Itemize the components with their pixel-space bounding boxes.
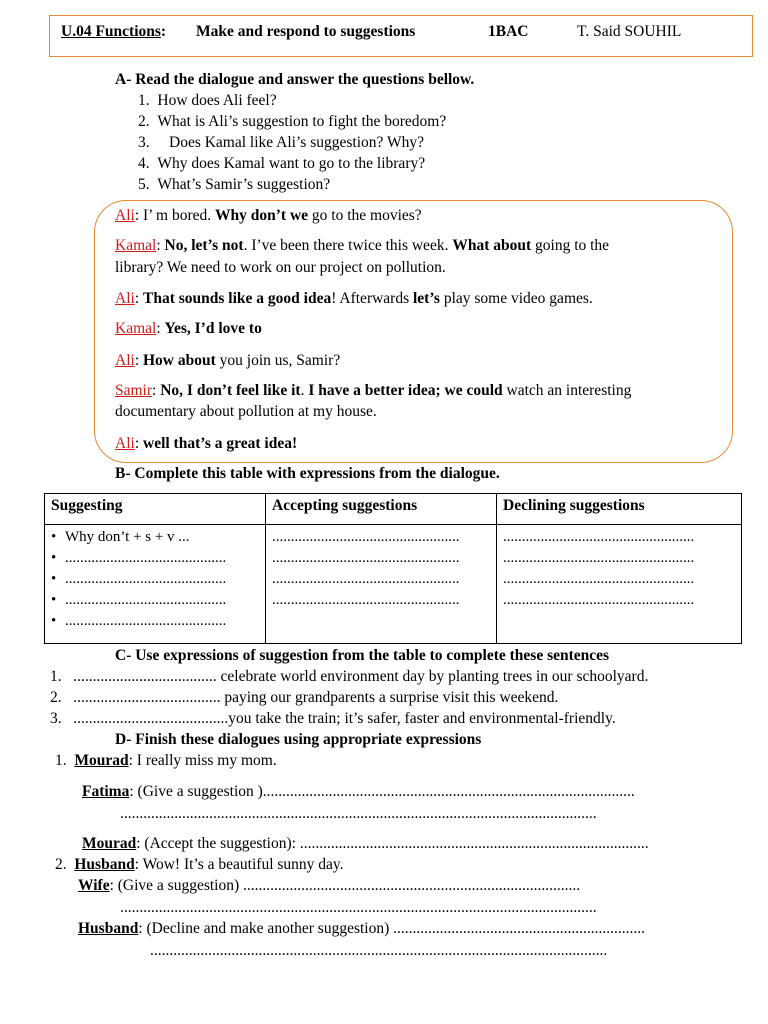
sentence-2[interactable]: 2. ...................................... paying our grandparents a surprise visit this weekend. bbox=[50, 689, 559, 706]
dialogue-line-4: Kamal: Yes, I’d love to bbox=[115, 320, 262, 337]
suggesting-line: • Why don’t + s + v ... bbox=[51, 527, 259, 548]
header-teacher: T. Said SOUHIL bbox=[577, 23, 682, 40]
suggesting-blank[interactable]: • ........................................... bbox=[51, 611, 259, 632]
declining-cell[interactable] bbox=[497, 525, 742, 644]
sentence-1[interactable]: 1. ..................................... celebrate world environment day by planting trees in our schoolyard. bbox=[50, 668, 649, 685]
sentence-3[interactable]: 3. ........................................you take the train; it’s safer, faster and environmental-friendly. bbox=[50, 710, 616, 727]
d2-line-3[interactable]: Husband: (Decline and make another suggestion) ................................................................. bbox=[78, 920, 646, 937]
accepting-blank[interactable]: .................................................. bbox=[272, 550, 460, 566]
dialogue-line-3: Ali: That sounds like a good idea! Afterwards let’s play some video games. bbox=[115, 290, 593, 307]
dialogue-line-2: Kamal: No, let’s not. I’ve been there twice this week. What about going to the bbox=[115, 237, 610, 254]
d2-line-1: 2. Husband: Wow! It’s a beautiful sunny day. bbox=[55, 856, 344, 873]
declining-blank[interactable]: ................................................... bbox=[503, 592, 695, 608]
expressions-table bbox=[44, 493, 742, 644]
question-3: 3. Does Kamal like Ali’s suggestion? Why? bbox=[138, 134, 424, 151]
accepting-blank[interactable]: .................................................. bbox=[272, 592, 460, 608]
dialogue-line-1: Ali: I’ m bored. Why don’t we go to the movies? bbox=[115, 207, 422, 224]
declining-blank[interactable]: ................................................... bbox=[503, 550, 695, 566]
section-c-title: C- Use expressions of suggestion from the table to complete these sentences bbox=[115, 647, 610, 664]
accepting-cell[interactable] bbox=[266, 525, 497, 644]
header-accepting: Accepting suggestions bbox=[266, 494, 497, 525]
accepting-blank[interactable]: .................................................. bbox=[272, 529, 460, 545]
suggesting-cell[interactable] bbox=[45, 525, 266, 644]
header-topic: Make and respond to suggestions bbox=[196, 23, 416, 40]
table-row bbox=[45, 525, 742, 644]
dialogue-line-6: Samir: No, I don’t feel like it. I have a better idea; we could watch an interesting bbox=[115, 382, 632, 399]
header-level: 1BAC bbox=[488, 23, 529, 40]
section-b-title: B- Complete this table with expressions from the dialogue. bbox=[115, 465, 500, 482]
d1-line-1: 1. Mourad: I really miss my mom. bbox=[55, 752, 277, 769]
question-4: 4. Why does Kamal want to go to the library? bbox=[138, 155, 426, 172]
question-1: 1. How does Ali feel? bbox=[138, 92, 277, 109]
d2-line-3b[interactable]: ...................................................................................................................... bbox=[150, 942, 608, 959]
dialogue-line-6b: documentary about pollution at my house. bbox=[115, 403, 377, 420]
dialogue-line-5: Ali: How about you join us, Samir? bbox=[115, 352, 341, 369]
section-d-title: D- Finish these dialogues using appropriate expressions bbox=[115, 731, 482, 748]
header-declining: Declining suggestions bbox=[497, 494, 742, 525]
question-2: 2. What is Ali’s suggestion to fight the boredom? bbox=[138, 113, 447, 130]
d1-line-2b[interactable]: ........................................................................................................................... bbox=[120, 805, 597, 822]
dialogue-line-7: Ali: well that’s a great idea! bbox=[115, 435, 298, 452]
section-a-title: A- Read the dialogue and answer the questions bellow. bbox=[115, 71, 475, 88]
question-5: 5. What’s Samir’s suggestion? bbox=[138, 176, 331, 193]
d2-line-2b[interactable]: ........................................................................................................................... bbox=[120, 899, 597, 916]
declining-blank[interactable]: ................................................... bbox=[503, 571, 695, 587]
suggesting-blank[interactable]: • ........................................... bbox=[51, 569, 259, 590]
table-header-row bbox=[45, 494, 742, 525]
header-unit: U.04 Functions: bbox=[61, 23, 167, 40]
accepting-blank[interactable]: .................................................. bbox=[272, 571, 460, 587]
d1-line-3[interactable]: Mourad: (Accept the suggestion): .......................................................................................... bbox=[82, 835, 649, 852]
d1-line-2[interactable]: Fatima: (Give a suggestion )................................................................................................ bbox=[82, 783, 635, 800]
declining-blank[interactable]: ................................................... bbox=[503, 529, 695, 545]
dialogue-line-2b: library? We need to work on our project on pollution. bbox=[115, 259, 446, 276]
suggesting-blank[interactable]: • ........................................... bbox=[51, 548, 259, 569]
header-suggesting: Suggesting bbox=[45, 494, 266, 525]
suggesting-blank[interactable]: • ........................................... bbox=[51, 590, 259, 611]
d2-line-2[interactable]: Wife: (Give a suggestion) ....................................................................................... bbox=[78, 877, 581, 894]
